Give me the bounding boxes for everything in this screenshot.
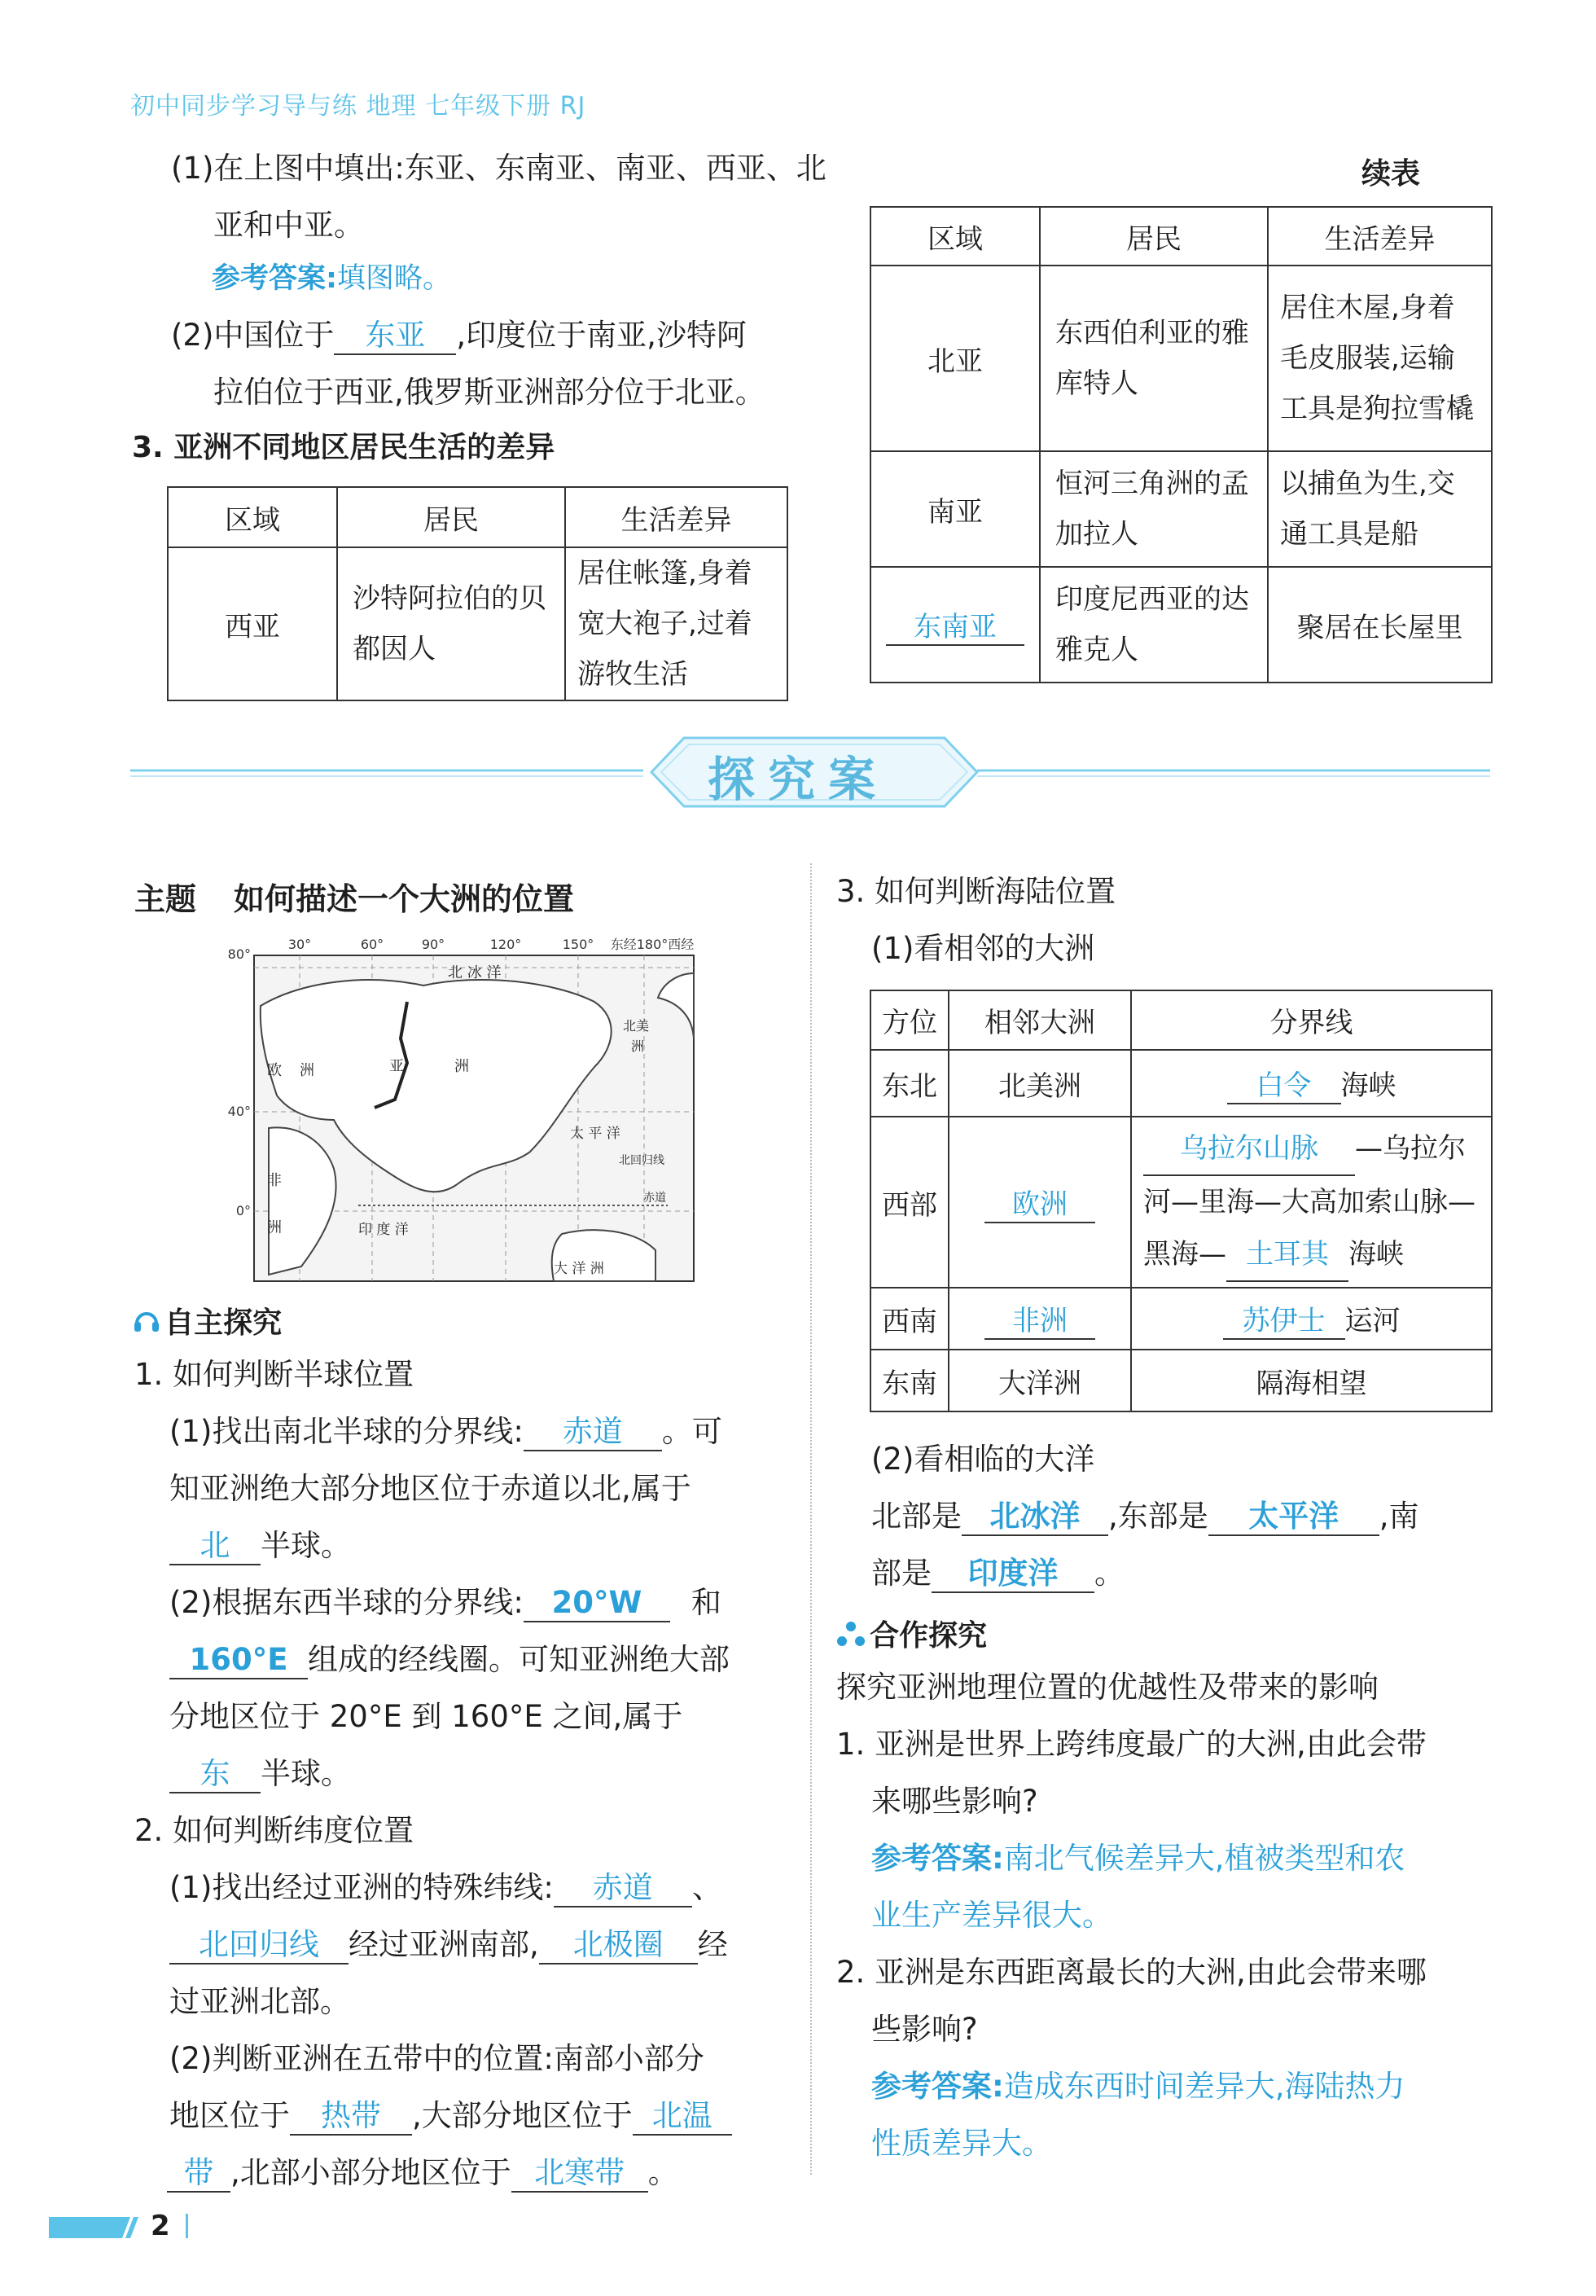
cell-cont — [949, 1117, 1131, 1288]
blank-east: 东 — [169, 1756, 261, 1793]
lat-tick: 0° — [235, 1203, 251, 1218]
text: 部是 — [871, 1556, 932, 1591]
map-label: 洲 — [267, 1219, 282, 1236]
text: 和 — [691, 1585, 721, 1620]
q1-1-line1 — [169, 1414, 722, 1451]
answer-label: 参考答案: — [212, 262, 337, 295]
answer-label: 参考答案: — [871, 2069, 1004, 2104]
q2-1-line3: 过亚洲北部。 — [169, 1984, 350, 2019]
th-region: 区域 — [168, 487, 337, 547]
footer-stripe — [49, 2215, 138, 2240]
region-blank: 东南亚 — [886, 604, 1024, 646]
self-heading — [133, 1300, 282, 1341]
blank-tropic: 北回归线 — [169, 1927, 349, 1965]
blank-equator2: 赤道 — [554, 1870, 692, 1907]
text: 运河 — [1344, 1304, 1401, 1337]
text: 组成的经线圈。可知亚洲绝大部 — [308, 1642, 730, 1677]
table-caption: 续表 — [1361, 157, 1421, 191]
q3-2: (2)看相临的大洋 — [871, 1442, 1095, 1477]
map-label-indian: 印 度 洋 — [358, 1222, 409, 1238]
cell-border — [1131, 1117, 1492, 1288]
q1-line1: (1)在上图中填出:东亚、东南亚、南亚、西亚、北 — [171, 151, 826, 186]
map-label: 北回归线 — [619, 1154, 664, 1167]
border-line3 — [1143, 1228, 1480, 1282]
text: 海峡 — [1340, 1069, 1396, 1102]
c1-answer-line2: 业生产差异很大。 — [871, 1898, 1112, 1933]
q2-2-line3 — [167, 2155, 678, 2193]
page-number: 2 — [151, 2210, 170, 2242]
text: 。 — [1094, 1556, 1125, 1591]
q2-blank: 东亚 — [334, 318, 456, 355]
q2-prefix: (2)中国位于 — [171, 318, 335, 353]
c2-answer-line1 — [871, 2069, 1405, 2105]
blank-pacific: 太平洋 — [1208, 1499, 1379, 1536]
q1-1-line3 — [169, 1528, 351, 1565]
th-life: 生活差异 — [565, 487, 787, 547]
cell-life: 聚居在长屋里 — [1268, 567, 1492, 683]
lon-tick: 150° — [562, 937, 594, 952]
map-label-arctic: 北 冰 洋 — [448, 964, 502, 981]
text: 经过亚洲南部, — [349, 1927, 539, 1962]
coop-heading-text: 合作探究 — [870, 1619, 988, 1653]
text: (1)找出南北半球的分界线: — [169, 1414, 524, 1449]
border-line2: 河—里海—大高加索山脉— — [1143, 1186, 1475, 1218]
blank-arctic-circle: 北极圈 — [539, 1927, 698, 1965]
q1-2-line4 — [169, 1756, 351, 1793]
cell-border — [1131, 1050, 1492, 1117]
blank-north: 北 — [169, 1528, 261, 1565]
answer-text: 造成东西时间差异大,海陆热力 — [1003, 2069, 1405, 2104]
map-label: 洲 — [631, 1038, 645, 1054]
page-number-bar — [186, 2214, 188, 2238]
text: ,东部是 — [1108, 1499, 1208, 1534]
c2-line2: 些影响? — [871, 2012, 978, 2047]
blank-temperate-b: 带 — [167, 2155, 230, 2193]
lon-tick: 120° — [489, 937, 522, 952]
cell-life: 以捕鱼为生,交通工具是船 — [1268, 451, 1492, 567]
section3-title: 3. 亚洲不同地区居民生活的差异 — [132, 431, 555, 464]
cell-border: 隔海相望 — [1131, 1350, 1492, 1411]
lon-tick: 60° — [360, 937, 384, 952]
blank-indian: 印度洋 — [932, 1556, 1094, 1593]
table-neighbors — [870, 990, 1493, 1412]
headset-icon — [133, 1307, 160, 1335]
q1-title: 1. 如何判断半球位置 — [134, 1357, 414, 1392]
coop-intro: 探究亚洲地理位置的优越性及带来的影响 — [836, 1670, 1379, 1705]
answer-label: 参考答案: — [871, 1841, 1004, 1876]
text: 。 — [647, 2155, 678, 2190]
th-continent: 相邻大洲 — [949, 990, 1131, 1050]
th-region: 区域 — [870, 207, 1040, 266]
text: 海峡 — [1348, 1238, 1404, 1271]
blank-equator: 赤道 — [524, 1414, 662, 1451]
q2-2-line1: (2)判断亚洲在五带中的位置:南部小部分 — [169, 2041, 704, 2076]
c1-line1: 1. 亚洲是世界上跨纬度最广的大洲,由此会带 — [836, 1727, 1427, 1762]
q3-1: (1)看相邻的大洲 — [871, 931, 1095, 966]
th-resident: 居民 — [1040, 207, 1268, 266]
map-label: 赤道 — [643, 1192, 666, 1205]
blank-frigid: 北寒带 — [511, 2155, 648, 2193]
cell-resident: 恒河三角洲的孟加拉人 — [1040, 451, 1268, 567]
map-label: 洲 — [300, 1062, 314, 1079]
cell-dir: 东北 — [870, 1050, 949, 1117]
blank-ural: 乌拉尔山脉 — [1143, 1122, 1355, 1176]
topic-label: 主题 — [134, 881, 197, 917]
text: —乌拉尔 — [1355, 1132, 1466, 1165]
cell-region — [870, 567, 1040, 683]
cell-resident: 印度尼西亚的达雅克人 — [1040, 567, 1268, 683]
blank-arctic-ocean: 北冰洋 — [962, 1499, 1108, 1536]
blank-bering: 白令 — [1227, 1063, 1341, 1104]
q3-title: 3. 如何判断海陆位置 — [836, 874, 1116, 909]
coop-heading — [836, 1613, 987, 1654]
text: 经 — [697, 1927, 728, 1962]
lon-tick: 东经180°西经 — [610, 937, 695, 952]
c1-line2: 来哪些影响? — [871, 1784, 1038, 1819]
map-label-pacific: 太 平 洋 — [570, 1126, 620, 1142]
q2-title: 2. 如何判断纬度位置 — [134, 1813, 414, 1848]
q2-suffix: ,印度位于南亚,沙特阿 — [456, 318, 747, 353]
q2-line2: 拉伯位于西亚,俄罗斯亚洲部分位于北亚。 — [213, 375, 765, 410]
blank-temperate-a: 北温 — [633, 2098, 732, 2136]
c1-answer-line1 — [871, 1841, 1405, 1877]
text: 地区位于 — [169, 2098, 290, 2133]
th-border: 分界线 — [1131, 990, 1492, 1050]
lat-tick: 80° — [227, 946, 251, 962]
answer-text: 填图略。 — [337, 262, 452, 295]
cell-region: 西亚 — [168, 547, 337, 700]
text: 、 — [691, 1870, 722, 1905]
banner-title: 探究案 — [707, 752, 888, 807]
cell-cont: 大洋洲 — [949, 1350, 1131, 1411]
text: 北部是 — [871, 1499, 962, 1534]
self-heading-text: 自主探究 — [164, 1306, 283, 1340]
lon-tick: 30° — [287, 937, 312, 952]
cell-life: 居住帐篷,身着宽大袍子,过着游牧生活 — [565, 547, 787, 700]
blank-europe: 欧洲 — [984, 1182, 1095, 1223]
q1-answer — [212, 261, 451, 296]
cell-region: 南亚 — [870, 451, 1040, 567]
cell-resident: 东西伯利亚的雅库特人 — [1040, 266, 1268, 451]
map-label-oceania: 大 洋 洲 — [554, 1261, 604, 1277]
asia-map — [212, 924, 700, 1291]
cell-dir: 西南 — [870, 1288, 949, 1350]
header-title: 初中同步学习导与练 地理 七年级下册 RJ — [130, 92, 586, 121]
blank-20w: 20°W — [524, 1585, 670, 1622]
q1-2-line3: 分地区位于 20°E 到 160°E 之间,属于 — [169, 1699, 683, 1734]
blank-africa: 非洲 — [984, 1298, 1095, 1340]
c2-line1: 2. 亚洲是东西距离最长的大洲,由此会带来哪 — [836, 1955, 1427, 1990]
q2-1-line2 — [169, 1927, 728, 1965]
q2-line1 — [171, 318, 747, 355]
cooperation-icon — [836, 1620, 866, 1648]
cell-dir: 西部 — [870, 1117, 949, 1288]
cell-cont: 北美洲 — [949, 1050, 1131, 1117]
text: (1)找出经过亚洲的特殊纬线: — [169, 1870, 554, 1905]
lon-tick: 90° — [421, 937, 445, 952]
topic-title: 如何描述一个大洲的位置 — [234, 881, 575, 917]
q1-2-line1 — [169, 1585, 721, 1622]
q2-2-line2 — [169, 2098, 732, 2136]
cell-dir: 东南 — [870, 1350, 949, 1411]
th-life: 生活差异 — [1268, 207, 1492, 266]
q1-line2: 亚和中亚。 — [213, 208, 364, 243]
q3-2-line2 — [871, 1556, 1125, 1593]
text: (2)根据东西半球的分界线: — [169, 1585, 524, 1620]
cell-cont — [949, 1288, 1131, 1350]
topic-heading — [134, 874, 574, 919]
q1-2-line2 — [169, 1642, 730, 1679]
th-resident: 居民 — [337, 487, 565, 547]
text: ,北部小部分地区位于 — [230, 2155, 511, 2190]
table-west-asia — [167, 486, 788, 701]
table-continued — [870, 206, 1493, 683]
text: 黑海— — [1143, 1238, 1226, 1271]
map-label: 非 — [267, 1172, 282, 1189]
map-label: 欧 — [267, 1062, 282, 1079]
blank-tropical: 热带 — [290, 2098, 412, 2136]
blank-160e: 160°E — [169, 1642, 308, 1679]
cell-border — [1131, 1288, 1492, 1350]
map-label: 北美 — [623, 1018, 650, 1034]
text: 半球。 — [261, 1756, 351, 1791]
q1-1-line2: 知亚洲绝大部分地区位于赤道以北,属于 — [169, 1471, 691, 1506]
map-label: 洲 — [454, 1058, 469, 1075]
th-direction: 方位 — [870, 990, 949, 1050]
text: 。可 — [661, 1414, 722, 1449]
c2-answer-line2: 性质差异大。 — [871, 2126, 1052, 2161]
text: ,大部分地区位于 — [412, 2098, 633, 2133]
lat-tick: 40° — [227, 1104, 251, 1119]
q2-1-line1 — [169, 1870, 722, 1907]
answer-text: 南北气候差异大,植被类型和农 — [1003, 1841, 1405, 1876]
cell-region: 北亚 — [870, 266, 1040, 451]
border-line1 — [1143, 1122, 1480, 1176]
cell-resident: 沙特阿拉伯的贝都因人 — [337, 547, 565, 700]
map-label: 亚 — [389, 1058, 404, 1075]
q3-2-line1 — [871, 1499, 1419, 1536]
cell-life: 居住木屋,身着毛皮服装,运输工具是狗拉雪橇 — [1268, 266, 1492, 451]
text: 半球。 — [261, 1528, 351, 1563]
text: ,南 — [1379, 1499, 1419, 1534]
blank-suez: 苏伊士 — [1223, 1298, 1345, 1340]
blank-turkey: 土耳其 — [1226, 1228, 1348, 1282]
column-divider — [810, 863, 812, 2175]
